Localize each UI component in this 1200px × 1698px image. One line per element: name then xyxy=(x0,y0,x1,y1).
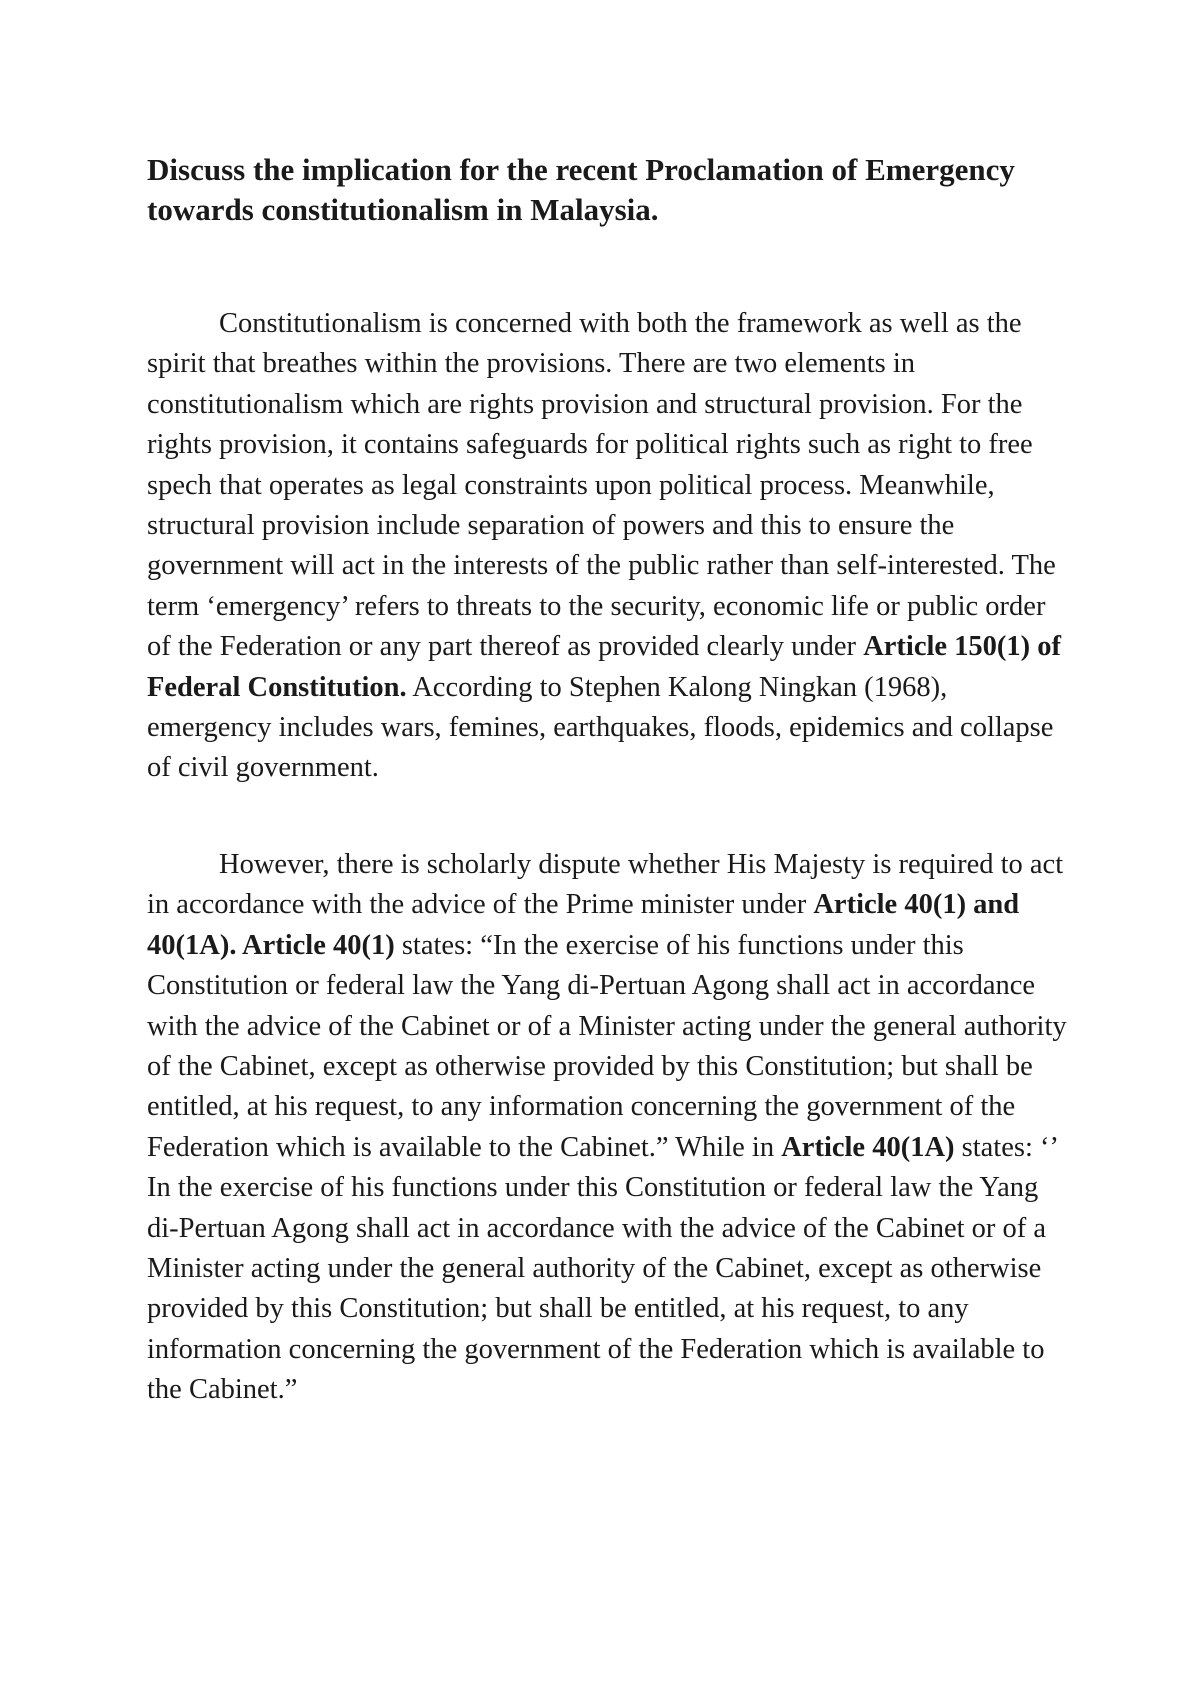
paragraph-1-text-a: Constitutionalism is concerned with both the framework as well as the spirit that breathes within the provisions. There are two elements in constitutionalism which are rights provision and structural provision. For the rights provision, it contains safeguards for political rights such as right to free spech that operates as legal constraints upon political process. Meanwhile, structural provision include separation of powers and this to ensure the government will act in the interests of the public rather than self-interested. The term ‘emergency’ refers to threats to the security, economic life or public order of the Federation or any part thereof as provided clearly under xyxy=(147,308,1056,663)
paragraph-2-text-a: However, there is scholarly dispute whether His Majesty is required to act in accordance with the advice of the Prime minister under xyxy=(147,849,1064,921)
paragraph-constitutionalism xyxy=(147,304,1073,789)
paragraph-1-bold-article-150: Article 150(1) of Federal Constitution. xyxy=(147,631,1062,703)
paragraph-2-bold-article-40: Article 40(1) and 40(1A). Article 40(1) xyxy=(147,889,1020,961)
paragraph-2-text-c: states: ‘’ In the exercise of his functions under this Constitution or federal law the Yang di-Pertuan Agong shall act in accordance with the advice of the Cabinet or of a Minister acting under the general authority of the Cabinet, except as otherwise provided by this Constitution; but shall be entitled, at his request, to any information concerning the government of the Federation which is available to the Cabinet.” xyxy=(147,1131,1057,1406)
paragraph-2-text-b: states: “In the exercise of his functions under this Constitution or federal law the Yang di-Pertuan Agong shall act in accordance with the advice of the Cabinet or of a Minister acting under the general authority of the Cabinet, except as otherwise provided by this Constitution; but shall be entitled, at his request, to any information concerning the government of the Federation which is available to the Cabinet.” While in xyxy=(147,929,1067,1163)
paragraph-2-bold-article-40-1a: Article 40(1A) xyxy=(781,1131,955,1163)
paragraph-scholarly-dispute xyxy=(147,845,1073,1411)
document-title: Discuss the implication for the recent Proclamation of Emergency towards constitutionalism in Malaysia. xyxy=(147,152,1015,227)
paragraph-1-text-b: According to Stephen Kalong Ningkan (1968), emergency includes wars, femines, earthquakes, floods, epidemics and collapse of civil government. xyxy=(147,671,1054,784)
